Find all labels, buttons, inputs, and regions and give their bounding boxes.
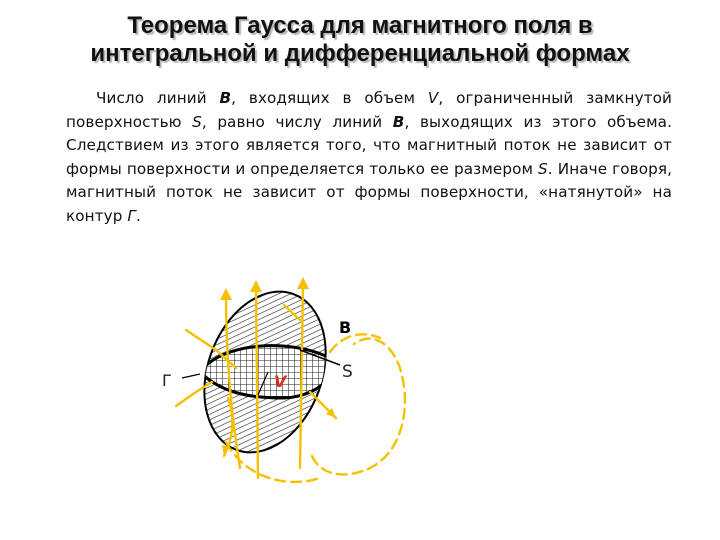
title-line-1: Теорема Гаусса для магнитного поля в [127,12,593,39]
symbol-S: S [538,159,548,178]
symbol-G: Г [127,206,136,225]
symbol-V: V [427,89,439,107]
symbol-B: B [219,89,232,107]
pointer-G [182,374,200,378]
label-B: B [339,318,352,337]
label-G: Г [162,371,172,390]
label-S: S [342,362,353,382]
body-paragraph: Число линий B, входящих в объем V, ограниченный замкнутой поверхностью S, равно числу линий B, выходящих из этого объема. Следствием из этого является того, что магнитный поток не зависит от формы поверхности и определяется только ее размером S. Иначе говоря, магнитный поток не зависит от формы поверхности, «натянутой» на контур Г. [66,89,672,225]
symbol-B: B [392,112,405,131]
label-V: V [274,372,287,391]
symbol-S: S [192,112,202,131]
title-line-2: интегральной и дифференциальной формах [90,40,630,67]
